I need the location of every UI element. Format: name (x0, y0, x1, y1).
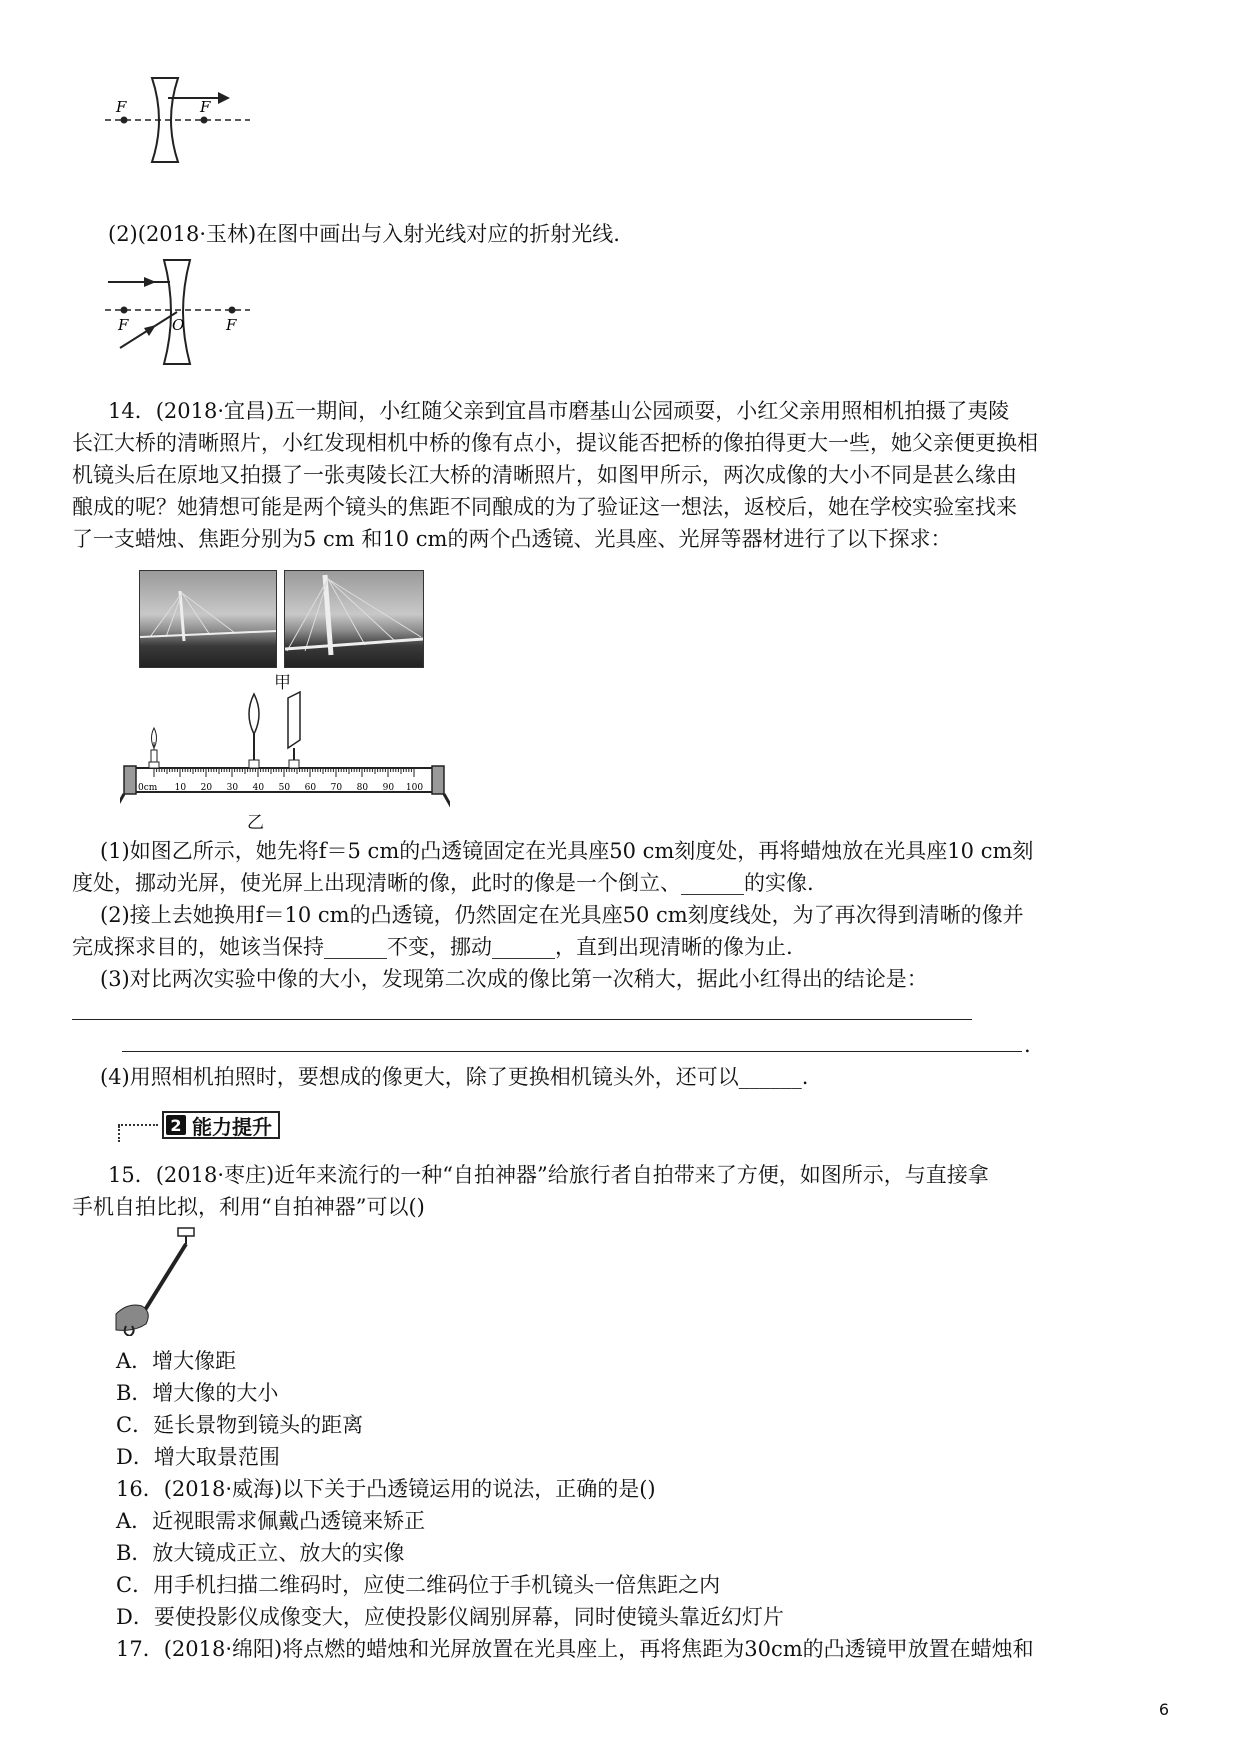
q15-option-c[interactable]: C．延长景物到镜头的距离 (116, 1413, 364, 1437)
q14-sub2-line-b: 完成探求目的，她该当保持______不变，挪动______，直到出现清晰的像为止. (72, 935, 793, 959)
q15-option-a[interactable]: A．增大像距 (116, 1349, 237, 1373)
section-badge (118, 1112, 280, 1138)
answer-line-1[interactable] (72, 1019, 972, 1020)
q14-line-2: 长江大桥的清晰照片，小红发现相机中桥的像有点小，提议能否把桥的像拍得更大一些，她父亲便更换相 (72, 431, 1038, 455)
q16-option-d[interactable]: D．要使投影仪成像变大，应使投影仪阔别屏幕，同时使镜头靠近幻灯片 (116, 1605, 784, 1629)
selfie-stick-figure (112, 1226, 222, 1336)
q14-sub1-line-b: 度处，挪动光屏，使光屏上出现清晰的像，此时的像是一个倒立、______的实像. (72, 871, 814, 895)
bridge-photo-large (284, 570, 424, 668)
q15-line-1: 15．(2018·枣庄)近年来流行的一种“自拍神器”给旅行者自拍带来了方便，如图所示，与直接拿 (108, 1163, 989, 1187)
section-title: 能力提升 (192, 1114, 272, 1139)
bridge-photo-small (139, 570, 277, 668)
concave-lens-figure-top (100, 70, 260, 170)
ruler-tick-label: 20 (200, 783, 213, 793)
focal-label-right: F (200, 98, 211, 116)
q14-line-4: 酿成的呢？她猜想可能是两个镜头的焦距不同酿成的为了验证这一想法，返校后，她在学校实验室找来 (72, 495, 1017, 519)
q14-sub2-line-a: (2)接上去她换用f＝10 cm的凸透镜，仍然固定在光具座50 cm刻度线处，为了再次得到清晰的像并 (100, 903, 1024, 927)
q16-option-b[interactable]: B．放大镜成正立、放大的实像 (116, 1541, 405, 1565)
ruler-tick-label: 50 (278, 783, 291, 793)
ruler-tick-label: 90 (382, 783, 395, 793)
q14-line-1: 14．(2018·宜昌)五一期间，小红随父亲到宜昌市磨基山公园顽耍，小红父亲用照相机拍摄了夷陵 (108, 399, 1010, 423)
ruler-unit-label: 0cm (138, 783, 158, 793)
concave-lens-figure-rays (100, 254, 260, 374)
q14-sub4-text: (4)用照相机拍照时，要想成的像更大，除了更换相机镜头外，还可以______. (100, 1065, 809, 1089)
q16-line-1: 16．(2018·威海)以下关于凸透镜运用的说法，正确的是() (116, 1477, 656, 1501)
q15-line-2: 手机自拍比拟，利用“自拍神器”可以() (72, 1195, 425, 1219)
q14-sub3-text: (3)对比两次实验中像的大小，发现第二次成的像比第一次稍大，据此小红得出的结论是： (100, 967, 928, 991)
focal-label-left: F (116, 98, 127, 116)
ruler-tick-label: 30 (226, 783, 239, 793)
ruler-tick-label: 60 (304, 783, 317, 793)
focal-label-left: F (118, 316, 129, 334)
q14-line-3: 机镜头后在原地又拍摄了一张夷陵长江大桥的清晰照片，如图甲所示，两次成像的大小不同是甚么缘由 (72, 463, 1017, 487)
ruler-tick-label: 70 (330, 783, 343, 793)
page-number: 6 (1158, 1700, 1169, 1719)
q16-option-a[interactable]: A．近视眼需求佩戴凸透镜来矫正 (116, 1509, 426, 1533)
q16-option-c[interactable]: C．用手机扫描二维码时，应使二维码位于手机镜头一倍焦距之内 (116, 1573, 721, 1597)
section-number: 2 (166, 1115, 186, 1135)
answer-line-2[interactable] (122, 1051, 1022, 1052)
q17-line-1: 17．(2018·绵阳)将点燃的蜡烛和光屏放置在光具座上，再将焦距为30cm的凸透镜甲放置在蜡烛和 (116, 1637, 1034, 1661)
section-dotted-leader (118, 1124, 158, 1126)
figure-label-jia: 甲 (274, 673, 291, 693)
optical-center-label: O (172, 316, 185, 334)
ruler-tick-label: 100 (405, 783, 424, 793)
ruler-tick-label: 40 (252, 783, 265, 793)
ruler-tick-label: 80 (356, 783, 369, 793)
optical-bench-figure (120, 690, 450, 810)
q14-sub1-line-a: (1)如图乙所示，她先将f＝5 cm的凸透镜固定在光具座50 cm刻度处，再将蜡烛放在光具座10 cm刻 (100, 839, 1034, 863)
q14-line-5: 了一支蜡烛、焦距分别为5 cm 和10 cm的两个凸透镜、光具座、光屏等器材进行了以下探求： (72, 527, 952, 551)
answer-line-end-period: . (1024, 1033, 1031, 1057)
ruler-tick-label: 10 (174, 783, 187, 793)
q13-part2-text: (2)(2018·玉林)在图中画出与入射光线对应的折射光线. (108, 222, 620, 246)
q15-option-b[interactable]: B．增大像的大小 (116, 1381, 279, 1405)
figure-label-yi: 乙 (247, 813, 264, 833)
section-dotted-drop (118, 1126, 120, 1142)
focal-label-right: F (226, 316, 237, 334)
section-box (162, 1111, 280, 1139)
q15-option-d[interactable]: D．增大取景范围 (116, 1445, 280, 1469)
